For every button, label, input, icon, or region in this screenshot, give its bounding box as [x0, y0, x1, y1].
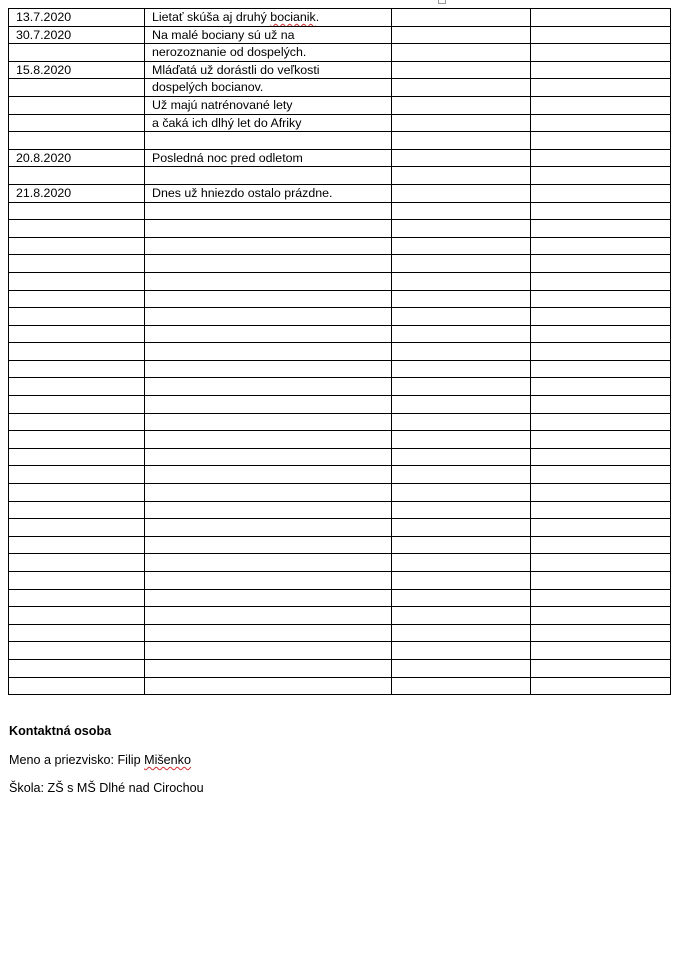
contact-surname: Mišenko	[144, 753, 191, 767]
empty-cell	[392, 167, 531, 185]
date-cell	[9, 167, 145, 185]
empty-cell	[145, 255, 392, 273]
date-cell	[9, 44, 145, 62]
empty-cell	[145, 378, 392, 396]
page-corner-marker	[438, 0, 446, 4]
empty-cell	[145, 484, 392, 502]
contact-heading: Kontaktná osoba	[9, 724, 112, 738]
note-text: Už majú natrénované lety	[152, 97, 293, 112]
empty-cell	[392, 343, 531, 361]
empty-cell	[392, 9, 531, 27]
empty-cell	[9, 360, 145, 378]
empty-cell	[392, 677, 531, 695]
empty-cell	[392, 501, 531, 519]
empty-cell	[392, 607, 531, 625]
empty-cell	[392, 272, 531, 290]
empty-cell	[9, 519, 145, 537]
date-cell	[9, 132, 145, 150]
table-row	[9, 237, 671, 255]
empty-cell	[9, 431, 145, 449]
note-text: Na malé bociany sú už na	[152, 27, 295, 42]
empty-cell	[392, 325, 531, 343]
note-text: .	[315, 10, 320, 24]
table-row	[9, 501, 671, 519]
date-cell: 13.7.2020	[9, 9, 145, 27]
empty-cell	[145, 431, 392, 449]
empty-cell	[392, 519, 531, 537]
table-row	[9, 308, 671, 326]
empty-cell	[145, 659, 392, 677]
note-text: Posledná noc pred odletom	[152, 150, 303, 165]
table-row	[9, 431, 671, 449]
empty-cell	[9, 396, 145, 414]
empty-cell	[145, 642, 392, 660]
contact-school-line: Škola: ZŠ s MŠ Dlhé nad Cirochou	[9, 781, 204, 795]
empty-cell	[145, 607, 392, 625]
note-text: Lietať skúša aj druhý	[152, 10, 271, 24]
empty-cell	[531, 202, 671, 220]
empty-cell	[531, 149, 671, 167]
note-text: a čaká ich dlhý let do Afriky	[152, 115, 302, 130]
note-text: Mláďatá už dorástli do veľkosti	[152, 62, 320, 77]
table-row	[9, 272, 671, 290]
table-row	[9, 536, 671, 554]
table-row	[9, 114, 671, 132]
table-row	[9, 255, 671, 273]
table-row	[9, 589, 671, 607]
table-row	[9, 9, 671, 27]
table-row	[9, 572, 671, 590]
empty-cell	[392, 659, 531, 677]
table-row	[9, 79, 671, 97]
note-cell	[145, 114, 392, 132]
empty-cell	[9, 484, 145, 502]
empty-cell	[392, 448, 531, 466]
empty-cell	[392, 255, 531, 273]
empty-cell	[9, 202, 145, 220]
note-cell	[145, 44, 392, 62]
empty-cell	[392, 202, 531, 220]
note-cell	[145, 61, 392, 79]
empty-cell	[145, 413, 392, 431]
note-cell	[145, 26, 392, 44]
empty-cell	[392, 149, 531, 167]
table-row	[9, 360, 671, 378]
note-text-spellcheck: bocianik	[270, 10, 316, 24]
empty-cell	[145, 343, 392, 361]
empty-cell	[145, 237, 392, 255]
empty-cell	[531, 308, 671, 326]
date-cell: 15.8.2020	[9, 61, 145, 79]
empty-cell	[145, 536, 392, 554]
table-row	[9, 659, 671, 677]
empty-cell	[392, 378, 531, 396]
empty-cell	[531, 536, 671, 554]
table-row	[9, 484, 671, 502]
empty-cell	[145, 396, 392, 414]
table-row	[9, 96, 671, 114]
empty-cell	[531, 220, 671, 238]
empty-cell	[531, 624, 671, 642]
contact-name-label: Meno a priezvisko: Filip	[9, 753, 145, 767]
empty-cell	[392, 484, 531, 502]
empty-cell	[531, 9, 671, 27]
empty-cell	[392, 96, 531, 114]
note-cell	[145, 9, 392, 27]
empty-cell	[9, 237, 145, 255]
table-row	[9, 607, 671, 625]
empty-cell	[392, 536, 531, 554]
empty-cell	[531, 44, 671, 62]
table-row	[9, 149, 671, 167]
empty-cell	[392, 624, 531, 642]
empty-cell	[531, 325, 671, 343]
empty-cell	[145, 220, 392, 238]
empty-cell	[145, 290, 392, 308]
empty-cell	[531, 448, 671, 466]
table-row	[9, 413, 671, 431]
empty-cell	[145, 589, 392, 607]
empty-cell	[9, 325, 145, 343]
empty-cell	[392, 114, 531, 132]
empty-cell	[9, 466, 145, 484]
empty-cell	[531, 237, 671, 255]
empty-cell	[531, 589, 671, 607]
empty-cell	[392, 466, 531, 484]
empty-cell	[531, 360, 671, 378]
empty-cell	[531, 466, 671, 484]
empty-cell	[531, 184, 671, 202]
empty-cell	[531, 659, 671, 677]
empty-cell	[531, 132, 671, 150]
empty-cell	[145, 202, 392, 220]
contact-name-line	[9, 752, 191, 768]
empty-cell	[531, 26, 671, 44]
date-cell: 30.7.2020	[9, 26, 145, 44]
table-row	[9, 466, 671, 484]
empty-cell	[392, 572, 531, 590]
empty-cell	[392, 79, 531, 97]
date-cell	[9, 114, 145, 132]
note-text: dospelých bocianov.	[152, 80, 264, 95]
note-cell	[145, 96, 392, 114]
empty-cell	[392, 26, 531, 44]
table-row	[9, 396, 671, 414]
empty-cell	[145, 466, 392, 484]
empty-cell	[9, 255, 145, 273]
empty-cell	[9, 220, 145, 238]
table-row	[9, 44, 671, 62]
empty-cell	[145, 272, 392, 290]
table-row	[9, 554, 671, 572]
empty-cell	[392, 589, 531, 607]
empty-cell	[531, 96, 671, 114]
empty-cell	[392, 44, 531, 62]
table-row	[9, 61, 671, 79]
empty-cell	[392, 290, 531, 308]
empty-cell	[9, 272, 145, 290]
empty-cell	[531, 484, 671, 502]
empty-cell	[531, 413, 671, 431]
empty-cell	[145, 360, 392, 378]
empty-cell	[531, 378, 671, 396]
empty-cell	[9, 677, 145, 695]
empty-cell	[9, 290, 145, 308]
empty-cell	[531, 519, 671, 537]
table-row	[9, 325, 671, 343]
table-row	[9, 378, 671, 396]
empty-cell	[531, 554, 671, 572]
table-row	[9, 220, 671, 238]
empty-cell	[392, 360, 531, 378]
empty-cell	[9, 378, 145, 396]
empty-cell	[9, 572, 145, 590]
table-row	[9, 132, 671, 150]
empty-cell	[531, 290, 671, 308]
empty-cell	[9, 659, 145, 677]
empty-cell	[531, 431, 671, 449]
empty-cell	[392, 396, 531, 414]
empty-cell	[9, 343, 145, 361]
empty-cell	[145, 677, 392, 695]
table-row	[9, 202, 671, 220]
empty-cell	[392, 431, 531, 449]
empty-cell	[392, 413, 531, 431]
empty-cell	[531, 607, 671, 625]
note-cell	[145, 79, 392, 97]
table-row	[9, 624, 671, 642]
note-text: nerozoznanie od dospelých.	[152, 45, 307, 60]
empty-cell	[9, 448, 145, 466]
empty-cell	[145, 554, 392, 572]
empty-cell	[531, 501, 671, 519]
note-cell	[145, 149, 392, 167]
empty-cell	[145, 624, 392, 642]
empty-cell	[392, 184, 531, 202]
empty-cell	[145, 325, 392, 343]
empty-cell	[9, 642, 145, 660]
empty-cell	[145, 572, 392, 590]
empty-cell	[531, 255, 671, 273]
empty-cell	[9, 589, 145, 607]
empty-cell	[145, 519, 392, 537]
empty-cell	[531, 396, 671, 414]
note-cell	[145, 184, 392, 202]
empty-cell	[145, 308, 392, 326]
table-row	[9, 519, 671, 537]
empty-cell	[531, 572, 671, 590]
empty-cell	[392, 642, 531, 660]
empty-cell	[531, 79, 671, 97]
note-cell	[145, 167, 392, 185]
empty-cell	[392, 308, 531, 326]
date-cell: 20.8.2020	[9, 149, 145, 167]
table-row	[9, 167, 671, 185]
empty-cell	[392, 220, 531, 238]
table-row	[9, 642, 671, 660]
observation-table	[8, 8, 671, 695]
empty-cell	[9, 554, 145, 572]
table-row	[9, 290, 671, 308]
empty-cell	[392, 554, 531, 572]
note-text: Dnes už hniezdo ostalo prázdne.	[152, 185, 333, 200]
empty-cell	[531, 677, 671, 695]
note-cell	[145, 132, 392, 150]
observation-table-body	[9, 9, 671, 695]
empty-cell	[531, 167, 671, 185]
empty-cell	[392, 132, 531, 150]
empty-cell	[531, 114, 671, 132]
table-row	[9, 26, 671, 44]
table-row	[9, 677, 671, 695]
empty-cell	[9, 536, 145, 554]
empty-cell	[9, 624, 145, 642]
empty-cell	[9, 413, 145, 431]
empty-cell	[9, 607, 145, 625]
empty-cell	[392, 61, 531, 79]
empty-cell	[9, 308, 145, 326]
table-row	[9, 343, 671, 361]
empty-cell	[531, 642, 671, 660]
table-row	[9, 448, 671, 466]
table-row	[9, 184, 671, 202]
date-cell: 21.8.2020	[9, 184, 145, 202]
date-cell	[9, 79, 145, 97]
empty-cell	[145, 448, 392, 466]
empty-cell	[145, 501, 392, 519]
empty-cell	[9, 501, 145, 519]
empty-cell	[531, 272, 671, 290]
empty-cell	[531, 61, 671, 79]
empty-cell	[392, 237, 531, 255]
date-cell	[9, 96, 145, 114]
empty-cell	[531, 343, 671, 361]
